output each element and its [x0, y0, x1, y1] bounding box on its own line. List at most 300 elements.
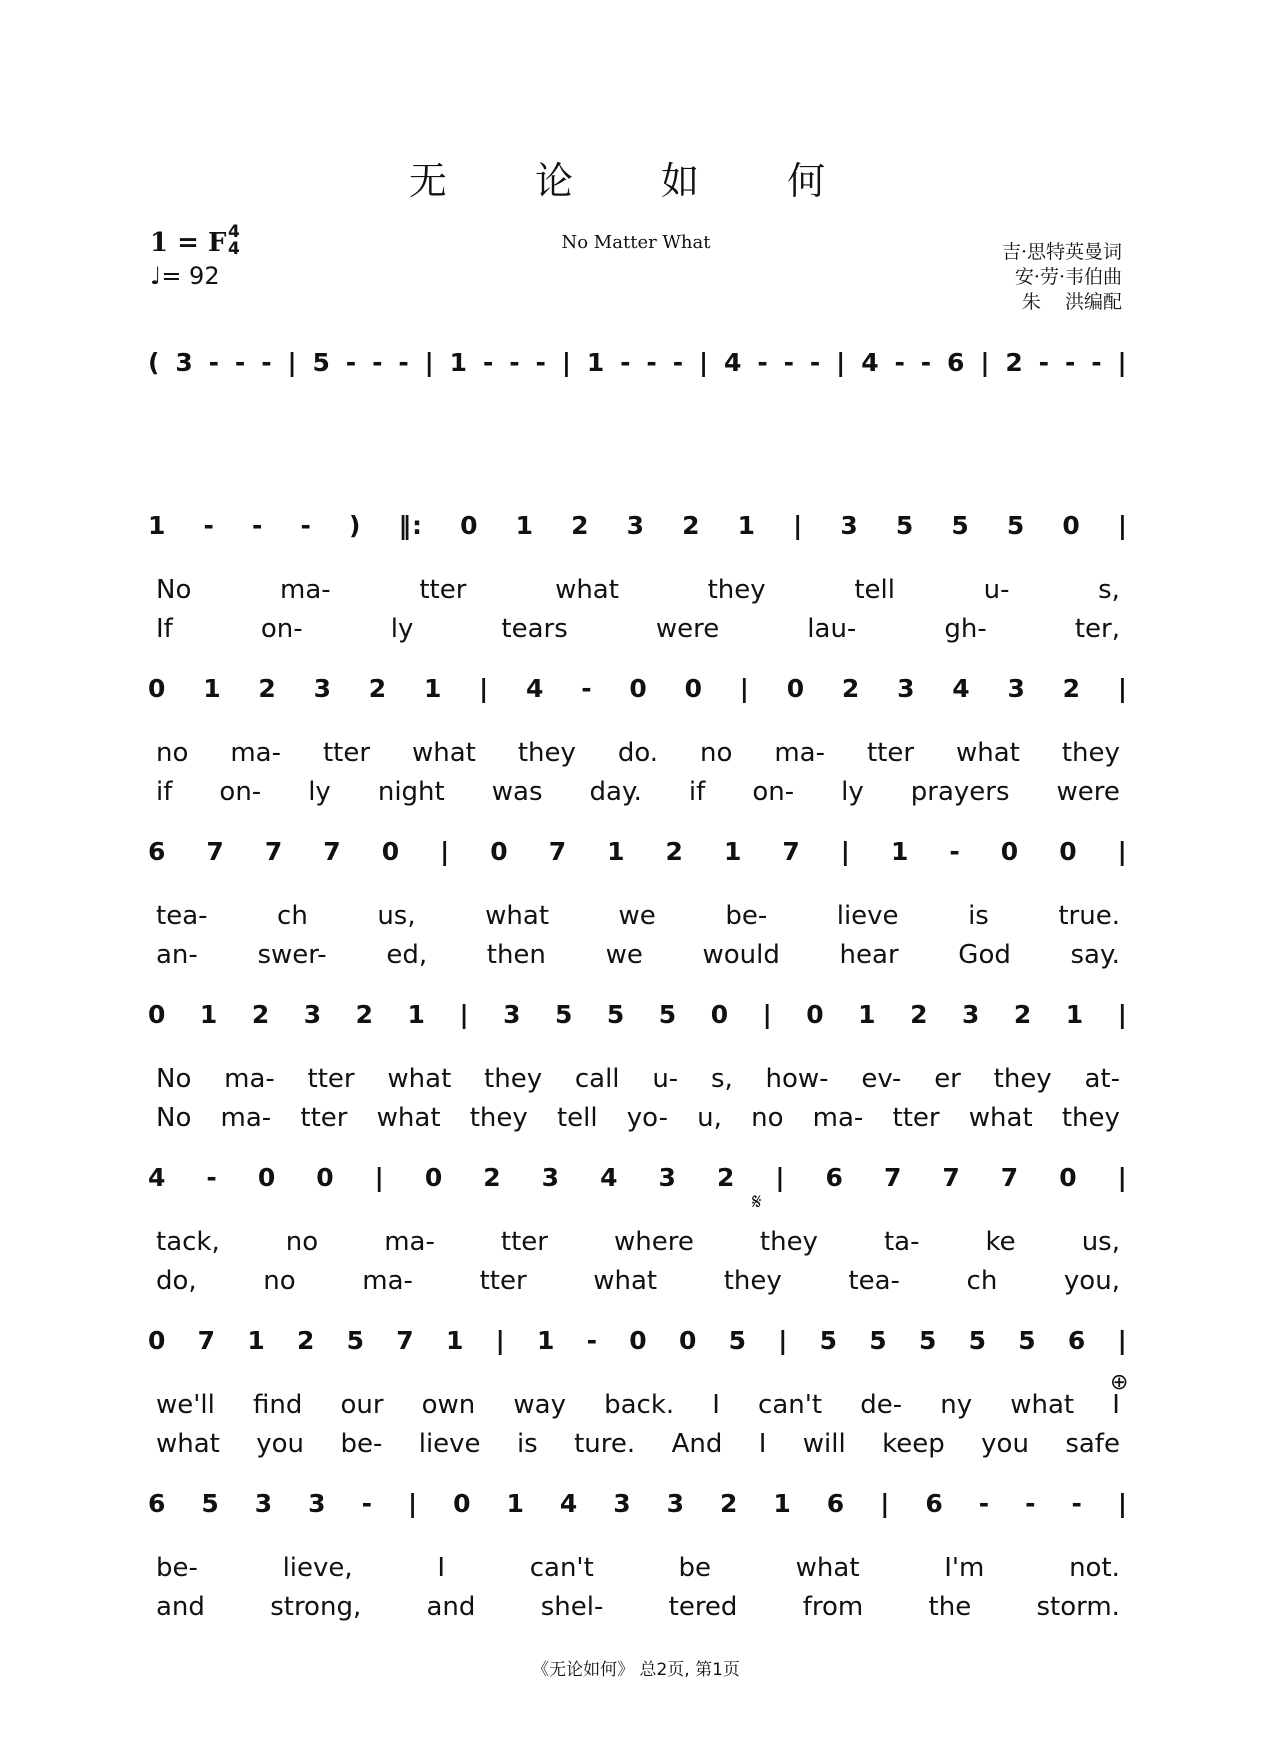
lyric-syllable: lau-	[807, 614, 857, 644]
lyric-syllable: tell	[854, 575, 895, 605]
lyric-syllable: ture.	[574, 1429, 636, 1459]
lyric-syllable: tered	[668, 1592, 738, 1622]
lyric-syllable: be-	[156, 1553, 198, 1583]
time-signature-top: 4	[228, 222, 240, 242]
note-token: 7	[1000, 1162, 1020, 1192]
note-token: 1	[1065, 999, 1085, 1029]
lyric-syllable: from	[802, 1592, 864, 1622]
note-token: 1	[423, 673, 443, 703]
note-token: 3	[666, 1488, 686, 1518]
score-system	[148, 1481, 1128, 1644]
lyric-syllable: ta-	[883, 1227, 920, 1257]
lyrics-verse-2	[148, 1429, 1128, 1463]
lyric-syllable: storm.	[1036, 1592, 1120, 1622]
lyric-syllable: day.	[589, 777, 642, 807]
lyric-syllable: I	[1112, 1390, 1120, 1420]
lyric-syllable: you	[256, 1429, 305, 1459]
lyric-syllable: ma-	[362, 1266, 413, 1296]
lyric-syllable: safe	[1065, 1429, 1120, 1459]
song-subtitle: No Matter What	[561, 232, 711, 253]
note-token: 2	[258, 673, 277, 703]
note-token: 2	[571, 510, 590, 540]
note-token: |	[739, 673, 750, 703]
note-token: 6	[825, 1162, 844, 1192]
lyrics-verse-1	[148, 575, 1128, 609]
note-token: 7	[197, 1325, 217, 1355]
score-system	[148, 666, 1128, 829]
lyric-syllable: way	[513, 1390, 566, 1420]
credit-arranger: 朱 洪编配	[1021, 291, 1122, 313]
note-token: |	[1117, 1162, 1128, 1192]
note-token: 3	[313, 673, 332, 703]
note-token: -	[1038, 347, 1051, 377]
note-token: 3	[254, 1488, 274, 1518]
lyric-syllable: no	[263, 1266, 296, 1296]
lyric-syllable: if	[156, 777, 173, 807]
lyric-syllable: ly	[841, 777, 864, 807]
note-token: 1	[858, 999, 877, 1029]
lyric-syllable: tea-	[848, 1266, 900, 1296]
note-token: |	[1117, 836, 1128, 866]
note-token: 2	[368, 673, 388, 703]
note-token: 0	[1059, 836, 1078, 866]
note-token: -	[620, 347, 632, 377]
lyric-syllable: u-	[652, 1064, 679, 1094]
note-token: 0	[710, 999, 730, 1029]
note-token: 0	[148, 673, 167, 703]
lyric-syllable: swer-	[257, 940, 327, 970]
lyrics-verse-1	[148, 1227, 1128, 1261]
lyric-syllable: can't	[758, 1390, 823, 1420]
note-token: |	[840, 836, 851, 866]
lyric-syllable: they	[723, 1266, 782, 1296]
note-token: 3	[658, 1162, 677, 1192]
lyrics-verse-1	[148, 901, 1128, 935]
note-token: |	[778, 1325, 789, 1355]
lyric-syllable: be	[678, 1553, 711, 1583]
note-token: -	[482, 347, 495, 377]
lyric-syllable: they	[993, 1064, 1052, 1094]
note-token: 5	[312, 347, 331, 377]
key-signature: 1 = F	[150, 228, 227, 258]
note-token: 2	[841, 673, 861, 703]
lyric-syllable: And	[671, 1429, 723, 1459]
note-token: |	[762, 999, 773, 1029]
note-token: -	[581, 673, 593, 703]
lyrics-verse-2	[148, 1103, 1128, 1137]
note-token: 4	[559, 1488, 579, 1518]
lyric-syllable: s,	[1098, 575, 1120, 605]
note-token: |	[1117, 1325, 1128, 1355]
note-token: 2	[720, 1488, 739, 1518]
note-token: )	[348, 510, 362, 540]
lyric-syllable: what	[485, 901, 550, 931]
note-token: 4	[526, 673, 545, 703]
note-token: 2	[716, 1162, 736, 1192]
note-token: |	[980, 347, 991, 377]
lyric-syllable: they	[759, 1227, 818, 1257]
lyric-syllable: no	[751, 1103, 784, 1133]
note-token: |	[1117, 999, 1128, 1029]
note-token: 1	[506, 1488, 525, 1518]
note-token: -	[509, 347, 521, 377]
note-token: -	[949, 836, 961, 866]
note-token: -	[535, 347, 547, 377]
note-token: 1	[890, 836, 910, 866]
note-token: -	[1091, 347, 1103, 377]
note-token: 1	[449, 347, 469, 377]
note-token: 6	[1067, 1325, 1087, 1355]
note-token: |	[793, 510, 804, 540]
note-token: 7	[548, 836, 568, 866]
lyric-syllable: tter	[307, 1064, 355, 1094]
note-token: 2	[1013, 999, 1033, 1029]
lyric-syllable: is	[968, 901, 989, 931]
note-token: -	[203, 510, 215, 540]
notation-line	[148, 1318, 1128, 1362]
lyric-syllable: ev-	[861, 1064, 902, 1094]
note-token: 0	[806, 999, 825, 1029]
lyric-syllable: ma-	[230, 738, 281, 768]
lyric-syllable: ch	[966, 1266, 998, 1296]
lyric-syllable: then	[486, 940, 546, 970]
lyric-syllable: prayers	[910, 777, 1010, 807]
lyric-syllable: we	[618, 901, 656, 931]
note-token: 3	[897, 673, 916, 703]
lyric-syllable: what	[411, 738, 476, 768]
lyric-syllable: say.	[1070, 940, 1120, 970]
lyric-syllable: be-	[340, 1429, 383, 1459]
note-token: 4	[148, 1162, 167, 1192]
lyric-syllable: own	[421, 1390, 476, 1420]
note-token: 0	[1059, 1162, 1078, 1192]
note-token: 5	[869, 1325, 888, 1355]
lyric-syllable: ma-	[220, 1103, 272, 1133]
note-token: |	[880, 1488, 891, 1518]
lyric-syllable: and	[426, 1592, 476, 1622]
note-token: -	[586, 1325, 599, 1355]
lyrics-verse-1	[148, 1390, 1128, 1424]
lyric-syllable: how-	[765, 1064, 829, 1094]
note-token: |	[374, 1162, 385, 1192]
lyric-syllable: us,	[377, 901, 416, 931]
lyric-syllable: not.	[1069, 1553, 1120, 1583]
note-token: 5	[346, 1325, 366, 1355]
lyric-syllable: tter	[322, 738, 371, 768]
note-token: 3	[503, 999, 522, 1029]
segno-sign: 𝄋	[752, 1190, 762, 1215]
lyric-syllable: no	[700, 738, 733, 768]
note-token: 1	[586, 347, 606, 377]
lyric-syllable: what	[555, 575, 619, 605]
note-token: 1	[247, 1325, 266, 1355]
note-token: -	[672, 347, 685, 377]
lyrics-verse-2	[148, 614, 1128, 648]
lyric-syllable: at-	[1084, 1064, 1120, 1094]
note-token: |	[1117, 510, 1128, 540]
note-token: -	[646, 347, 658, 377]
credit-composer: 安·劳·韦伯曲	[1014, 266, 1122, 288]
note-token: 4	[861, 347, 880, 377]
score-system	[148, 340, 1128, 503]
note-token: 0	[424, 1162, 444, 1192]
lyric-syllable: you,	[1063, 1266, 1120, 1296]
note-token: 0	[678, 1325, 698, 1355]
lyric-syllable: I	[758, 1429, 767, 1459]
note-token: 5	[1006, 510, 1026, 540]
note-token: |	[1117, 1488, 1128, 1518]
note-token: 5	[968, 1325, 988, 1355]
credits	[1002, 240, 1122, 315]
note-token: 6	[148, 1488, 167, 1518]
note-token: |	[459, 999, 470, 1029]
lyric-syllable: u-	[983, 575, 1010, 605]
note-token: |	[698, 347, 710, 377]
note-token: 0	[490, 836, 509, 866]
note-token: 3	[613, 1488, 632, 1518]
note-token: 6	[947, 347, 966, 377]
note-token: 3	[541, 1162, 561, 1192]
note-token: |	[479, 673, 490, 703]
note-token: 1	[773, 1488, 792, 1518]
note-token: 7	[942, 1162, 961, 1192]
lyrics-verse-2	[148, 777, 1128, 811]
lyric-syllable: on-	[260, 614, 303, 644]
note-token: 7	[396, 1325, 415, 1355]
note-token: -	[398, 347, 410, 377]
note-token: 2	[251, 999, 271, 1029]
notation-line	[148, 1155, 1128, 1199]
note-token: 1	[607, 836, 626, 866]
note-token: 3	[626, 510, 645, 540]
note-token: 2	[1062, 673, 1082, 703]
lyric-syllable: ma-	[280, 575, 331, 605]
coda-sign: ⊕	[1110, 1370, 1129, 1395]
lyric-syllable: lieve,	[282, 1553, 353, 1583]
score-system	[148, 829, 1128, 992]
note-token: -	[809, 347, 822, 377]
note-token: (	[148, 347, 161, 377]
lyric-syllable: on-	[752, 777, 795, 807]
lyric-syllable: tears	[501, 614, 568, 644]
lyric-syllable: tter	[300, 1103, 348, 1133]
note-token: 2	[910, 999, 929, 1029]
note-token: 3	[961, 999, 981, 1029]
song-title: 无 论 如 何	[408, 159, 864, 203]
note-token: 0	[786, 673, 806, 703]
note-token: 2	[1005, 347, 1024, 377]
lyric-syllable: would	[702, 940, 780, 970]
lyric-syllable: gh-	[944, 614, 987, 644]
lyric-syllable: ma-	[384, 1227, 435, 1257]
lyric-syllable: they	[1061, 1103, 1120, 1133]
note-token: -	[234, 347, 247, 377]
lyric-syllable: on-	[219, 777, 262, 807]
lyrics-verse-1	[148, 1553, 1128, 1587]
note-token: |	[561, 347, 572, 377]
note-token: 2	[296, 1325, 316, 1355]
lyric-syllable: call	[574, 1064, 620, 1094]
lyric-syllable: ma-	[774, 738, 825, 768]
lyric-syllable: night	[377, 777, 445, 807]
note-token: 4	[600, 1162, 619, 1192]
note-token: 7	[883, 1162, 903, 1192]
note-token: 3	[1007, 673, 1026, 703]
notation-line	[148, 503, 1128, 547]
score-system	[148, 1155, 1128, 1318]
note-token: |	[775, 1162, 786, 1192]
note-token: 0	[148, 1325, 167, 1355]
lyric-syllable: er	[934, 1064, 961, 1094]
lyric-syllable: tea-	[156, 901, 208, 931]
note-token: 5	[201, 1488, 220, 1518]
lyric-syllable: what	[156, 1429, 220, 1459]
note-token: 1	[445, 1325, 465, 1355]
note-token: 3	[303, 999, 323, 1029]
lyric-syllable: they	[1061, 738, 1120, 768]
lyric-syllable: what	[968, 1103, 1033, 1133]
lyric-syllable: and	[156, 1592, 205, 1622]
note-token: -	[1064, 347, 1077, 377]
lyrics-verse-2	[148, 1266, 1128, 1300]
lyric-syllable: ter,	[1074, 614, 1120, 644]
note-token: -	[978, 1488, 991, 1518]
lyric-syllable: u,	[697, 1103, 722, 1133]
note-token: 5	[895, 510, 915, 540]
note-token: 2	[483, 1162, 502, 1192]
lyric-syllable: No	[156, 1064, 192, 1094]
lyric-syllable: what	[387, 1064, 452, 1094]
note-token: |	[836, 347, 847, 377]
lyric-syllable: tell	[556, 1103, 598, 1133]
lyric-syllable: our	[340, 1390, 384, 1420]
lyric-syllable: lieve	[836, 901, 899, 931]
lyric-syllable: I	[712, 1390, 720, 1420]
lyric-syllable: ly	[308, 777, 331, 807]
lyrics-verse-1	[148, 738, 1128, 772]
lyric-syllable: can't	[529, 1553, 594, 1583]
note-token: 3	[308, 1488, 327, 1518]
note-token: 7	[782, 836, 801, 866]
lyric-syllable: tter	[419, 575, 467, 605]
lyric-syllable: ch	[277, 901, 308, 931]
credit-lyricist: 吉·思特英曼词	[1001, 241, 1122, 263]
lyric-syllable: No	[156, 575, 192, 605]
note-token: 1	[515, 510, 534, 540]
lyric-syllable: they	[517, 738, 576, 768]
lyric-syllable: no	[156, 738, 189, 768]
note-token: |	[407, 1488, 419, 1518]
lyric-syllable: were	[655, 614, 720, 644]
note-token: 5	[658, 999, 678, 1029]
note-token: 4	[724, 347, 743, 377]
lyric-syllable: de-	[860, 1390, 903, 1420]
lyric-syllable: God	[958, 940, 1011, 970]
lyric-syllable: tter	[866, 738, 915, 768]
lyric-syllable: we'll	[156, 1390, 215, 1420]
lyric-syllable: true.	[1058, 901, 1120, 931]
note-token: 7	[206, 836, 225, 866]
lyric-syllable: tack,	[156, 1227, 220, 1257]
score-system	[148, 1318, 1128, 1481]
lyric-syllable: ma-	[224, 1064, 275, 1094]
note-token: |	[424, 347, 435, 377]
lyric-syllable: tter	[500, 1227, 548, 1257]
note-token: 0	[629, 1325, 648, 1355]
note-token: 5	[819, 1325, 839, 1355]
note-token: 7	[264, 836, 284, 866]
lyric-syllable: is	[516, 1429, 538, 1459]
note-token: 6	[826, 1488, 846, 1518]
lyrics-verse-2	[148, 1592, 1128, 1626]
note-token: 1	[148, 510, 167, 540]
note-token: 0	[453, 1488, 472, 1518]
score-system	[148, 503, 1128, 666]
note-token: 1	[407, 999, 426, 1029]
note-token: 0	[684, 673, 703, 703]
note-token: 0	[629, 673, 648, 703]
lyric-syllable: what	[795, 1553, 860, 1583]
note-token: |	[1117, 347, 1128, 377]
lyric-syllable: do.	[617, 738, 659, 768]
note-token: -	[1025, 1488, 1037, 1518]
notation-line	[148, 992, 1128, 1036]
lyrics-verse-2	[148, 940, 1128, 974]
note-token: |	[1117, 673, 1128, 703]
note-token: -	[783, 347, 795, 377]
note-token: -	[300, 510, 312, 540]
lyric-syllable: us,	[1081, 1227, 1120, 1257]
note-token: 4	[952, 673, 971, 703]
time-signature-bottom: 4	[228, 239, 240, 259]
note-token: 3	[175, 347, 194, 377]
note-token: 5	[951, 510, 970, 540]
time-signature	[228, 224, 240, 258]
note-token: 2	[682, 510, 701, 540]
lyric-syllable: the	[928, 1592, 972, 1622]
note-token: -	[251, 510, 264, 540]
note-token: 1	[203, 673, 222, 703]
lyrics-verse-1	[148, 1064, 1128, 1098]
note-token: -	[208, 347, 221, 377]
note-token: -	[1071, 1488, 1083, 1518]
lyric-syllable: will	[802, 1429, 846, 1459]
notation-line	[148, 829, 1128, 873]
note-token: 1	[536, 1325, 556, 1355]
lyric-syllable: they	[484, 1064, 543, 1094]
note-token: 6	[148, 836, 167, 866]
note-token: -	[345, 347, 358, 377]
lyric-syllable: s,	[710, 1064, 733, 1094]
lyric-syllable: tter	[892, 1103, 940, 1133]
note-token: 0	[1062, 510, 1081, 540]
lyric-syllable: tter	[479, 1266, 527, 1296]
note-token: -	[206, 1162, 218, 1192]
note-token: 2	[355, 999, 375, 1029]
lyric-syllable: yo-	[626, 1103, 668, 1133]
note-token: 1	[199, 999, 219, 1029]
lyric-syllable: find	[252, 1390, 303, 1420]
note-token: 5	[728, 1325, 747, 1355]
note-token: |	[287, 347, 298, 377]
lyric-syllable: what	[593, 1266, 658, 1296]
note-token: 0	[257, 1162, 277, 1192]
note-token: 1	[723, 836, 743, 866]
score	[148, 340, 1128, 1644]
tempo-marking: ♩= 92	[150, 262, 220, 290]
lyric-syllable: an-	[156, 940, 198, 970]
lyric-syllable: No	[156, 1103, 192, 1133]
